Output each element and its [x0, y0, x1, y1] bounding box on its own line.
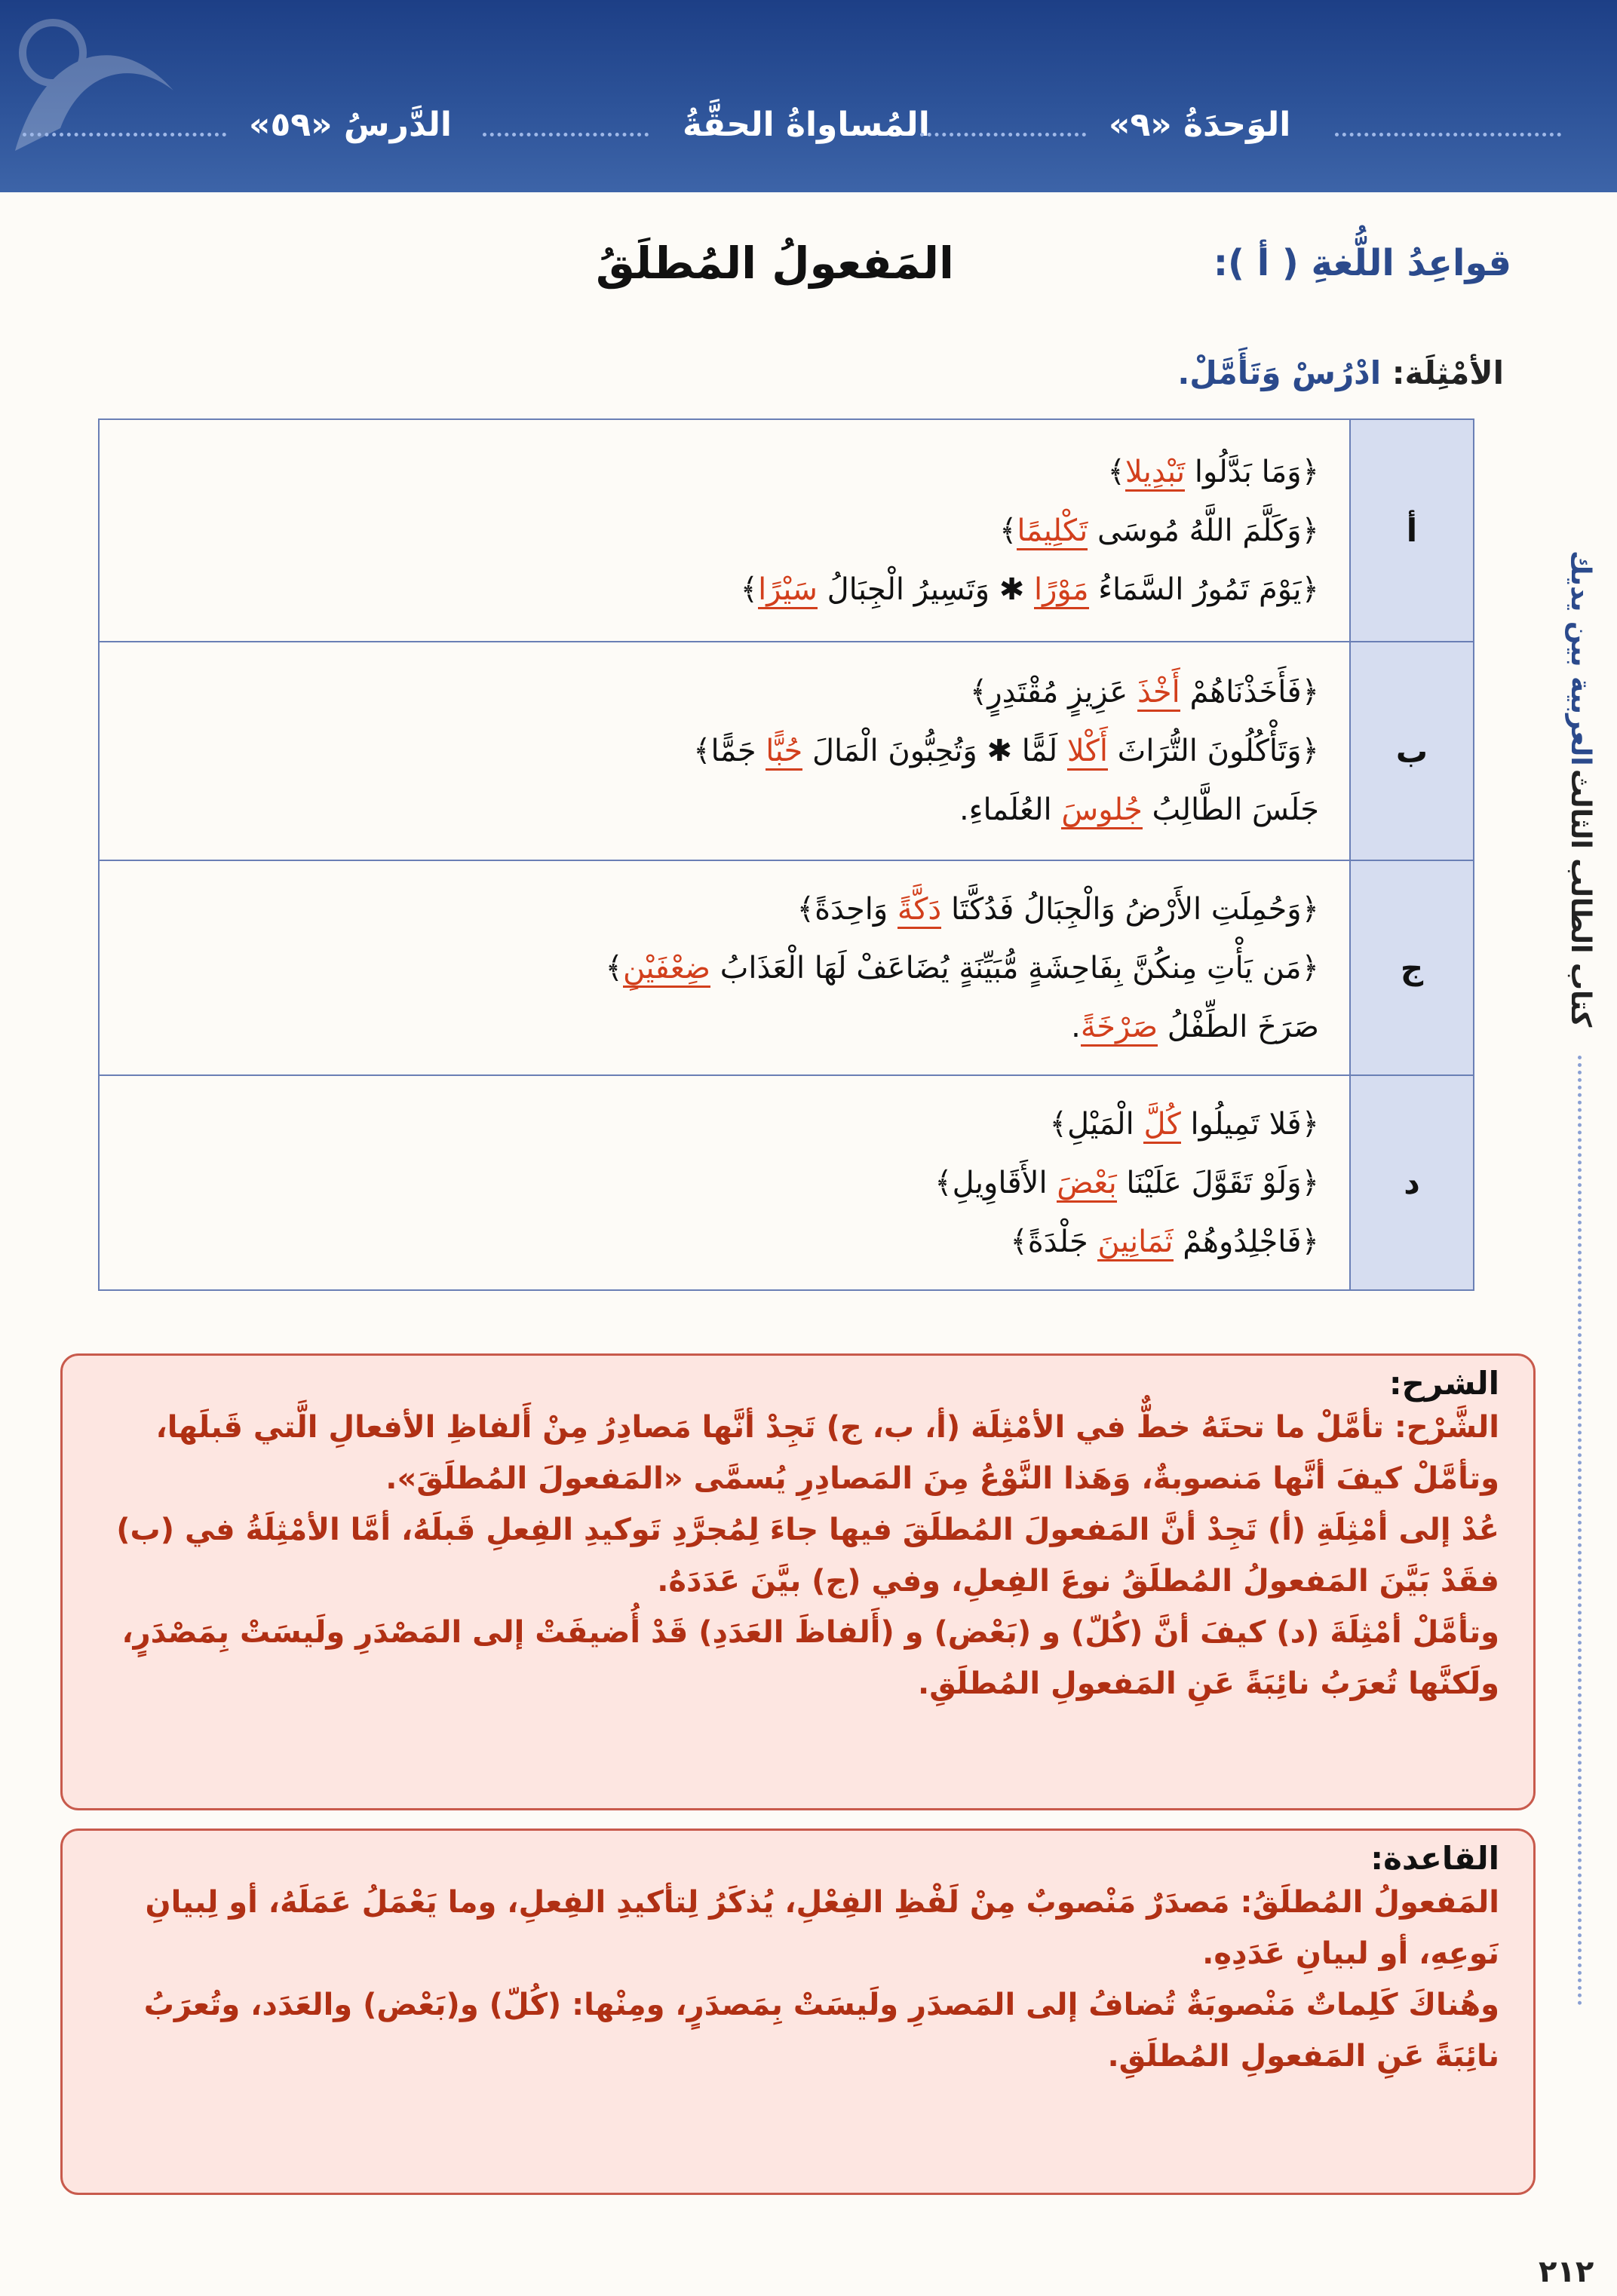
example-line: ﴿وَتَأْكُلُونَ التُّرَاثَ أَكْلا لَمًّا ✱ وَتُحِبُّونَ الْمَالَ حُبًّا جَمًّا﴾ [130, 722, 1319, 780]
highlighted-masdar: صَرْخَةً [1081, 1010, 1158, 1047]
example-line: ﴿وَمَا بَدَّلُوا تَبْدِيلا﴾ [130, 443, 1319, 501]
example-group-d [99, 1075, 1474, 1290]
group-letter: ج [1350, 860, 1474, 1075]
example-line: ﴿وَلَوْ تَقَوَّلَ عَلَيْنَا بَعْضَ الأَقَاوِيلِ﴾ [130, 1154, 1319, 1212]
highlighted-masdar: ثَمَانِينَ [1097, 1225, 1173, 1261]
example-line: ﴿يَوْمَ تَمُورُ السَّمَاءُ مَوْرًا ✱ وَتَسِيرُ الْجِبَالُ سَيْرًا﴾ [130, 560, 1319, 619]
explanation-paragraph: وتأمَّلْ أمْثِلَةَ (د) كيفَ أنَّ (كُلّ) و (بَعْض) و (أَلفاظَ العَدَدِ) قَدْ أُضيفَتْ إلى المَصْدَرِ ولَيسَتْ بِمَصْدَرٍ، ولَكنَّها تُعرَبُ نائِبَةً عَنِ المَفعولِ المُطلَقِ. [121, 1615, 1499, 1701]
header-band [0, 0, 1617, 192]
example-group-b [99, 642, 1474, 860]
highlighted-masdar: جُلوسَ [1061, 792, 1142, 829]
sidebar [1539, 528, 1599, 1659]
example-line: ﴿مَن يَأْتِ مِنكُنَّ بِفَاحِشَةٍ مُّبَيِّنَةٍ يُضَاعَفْ لَهَا الْعَذَابُ ضِعْفَيْنِ﴾ [130, 939, 1319, 998]
unit-title: المُساواةُ الحقَّةُ [683, 106, 930, 144]
examples-prefix: الأمْثِلَة: [1391, 354, 1504, 391]
examples-label [1177, 354, 1504, 391]
highlighted-masdar: كُلَّ [1143, 1107, 1180, 1144]
header-divider [920, 133, 1086, 141]
group-letter: أ [1350, 419, 1474, 642]
group-content [99, 860, 1350, 1075]
page-number: ٢١٢ [1539, 2255, 1594, 2289]
explanation-heading: الشرح: [1388, 1365, 1499, 1402]
section-title: قواعِدُ اللُّغةِ ( أ ): [1213, 242, 1511, 284]
example-group-c [99, 860, 1474, 1075]
highlighted-masdar: تَكْلِيمًا [1017, 513, 1088, 550]
title-row [0, 238, 1617, 298]
highlighted-masdar: حُبًّا [766, 734, 802, 771]
example-group-a [99, 419, 1474, 642]
rule-box [60, 1829, 1536, 2195]
example-line: ﴿وَكَلَّمَ اللَّهُ مُوسَى تَكْلِيمًا﴾ [130, 501, 1319, 560]
header-divider [483, 133, 649, 141]
example-line: صَرَخَ الطِّفْلُ صَرْخَةً. [130, 998, 1319, 1056]
explanation-paragraph: الشَّرْح: تأمَّلْ ما تحتَهُ خطٌّ في الأمْثِلَة (أ، ب، ج) تَجِدْ أنَّها مَصادِرُ مِنْ أَلفاظِ الأفعالِ الَّتي قَبلَها، وتأمَّلْ كيفَ أنَّها مَنصوبةٌ، وَهَذا النَّوْعُ مِنَ المَصادِرِ يُسمَّى «المَفعولَ المُطلَقَ». [155, 1410, 1499, 1496]
example-line: جَلَسَ الطَّالِبُ جُلوسَ العُلَماءِ. [130, 780, 1319, 839]
explanation-box [60, 1353, 1536, 1810]
rule-paragraph: وهُناكَ كَلِماتٌ مَنْصوبَةٌ تُضافُ إلى المَصدَرِ ولَيسَتْ بِمَصدَرٍ، ومِنْها: (كُلّ) و(بَعْض) والعَدَد، وتُعرَبُ نائِبَةً عَنِ المَفعولِ المُطلَقِ. [143, 1988, 1499, 2074]
rule-paragraph: المَفعولُ المُطلَقُ: مَصدَرٌ مَنْصوبٌ مِنْ لَفْظِ الفِعْلِ، يُذكَرُ لِتأكيدِ الفِعلِ، وما يَعْمَلُ عَمَلَهُ، أو لِبيانِ نَوعِهِ، أو لبيانِ عَدَدِهِ. [145, 1885, 1499, 1971]
book-subtitle: كتاب الطالب الثالث [1565, 769, 1596, 1028]
group-letter: د [1350, 1075, 1474, 1290]
highlighted-masdar: أَكْلا [1067, 734, 1108, 771]
explanation-paragraph: عُدْ إلى أمْثِلَةِ (أ) تَجِدْ أنَّ المَفعولَ المُطلَقَ فيها جاءَ لِمُجرَّدِ تَوكيدِ الفِعلِ قَبلَهُ، أمَّا الأمْثِلَةُ في (ب) فقَدْ بَيَّنَ المَفعولُ المُطلَقُ نوعَ الفِعلِ، وفي (ج) بيَّنَ عَدَدَهُ. [116, 1513, 1499, 1599]
book-title: العربية بين يديك [1565, 550, 1596, 766]
sidebar-divider [1578, 1056, 1582, 2006]
highlighted-masdar: ضِعْفَيْنِ [623, 951, 710, 988]
highlighted-masdar: سَيْرًا [758, 572, 818, 609]
header-divider [1335, 133, 1561, 141]
examples-table [98, 418, 1474, 1291]
group-content [99, 1075, 1350, 1290]
page-title: المَفعولُ المُطلَقُ [596, 238, 954, 289]
example-line: ﴿فَاجْلِدُوهُمْ ثَمَانِينَ جَلْدَةً﴾ [130, 1212, 1319, 1271]
example-line: ﴿فَلا تَمِيلُوا كُلَّ الْمَيْلِ﴾ [130, 1095, 1319, 1154]
group-content [99, 642, 1350, 860]
highlighted-masdar: دَكَّةً [897, 892, 941, 929]
highlighted-masdar: بَعْضَ [1057, 1166, 1116, 1203]
rule-heading: القاعدة: [1370, 1840, 1499, 1877]
header-divider [23, 133, 226, 141]
example-line: ﴿فَأَخَذْنَاهُمْ أَخْذَ عَزِيزٍ مُقْتَدِرٍ﴾ [130, 663, 1319, 722]
arabesque-ornament-icon [0, 0, 196, 192]
unit-label: الوَحدَةُ «٩» [1109, 106, 1291, 144]
highlighted-masdar: مَوْرًا [1034, 572, 1089, 609]
example-line: ﴿وَحُمِلَتِ الأَرْضُ وَالْجِبَالُ فَدُكَّتَا دَكَّةً وَاحِدَةً﴾ [130, 880, 1319, 939]
highlighted-masdar: تَبْدِيلا [1125, 455, 1185, 492]
group-letter: ب [1350, 642, 1474, 860]
examples-instruction: ادْرُسْ وَتَأَمَّلْ. [1177, 354, 1382, 391]
highlighted-masdar: أَخْذَ [1137, 675, 1180, 712]
lesson-label: الدَّرسُ «٥٩» [249, 106, 452, 144]
group-content [99, 419, 1350, 642]
